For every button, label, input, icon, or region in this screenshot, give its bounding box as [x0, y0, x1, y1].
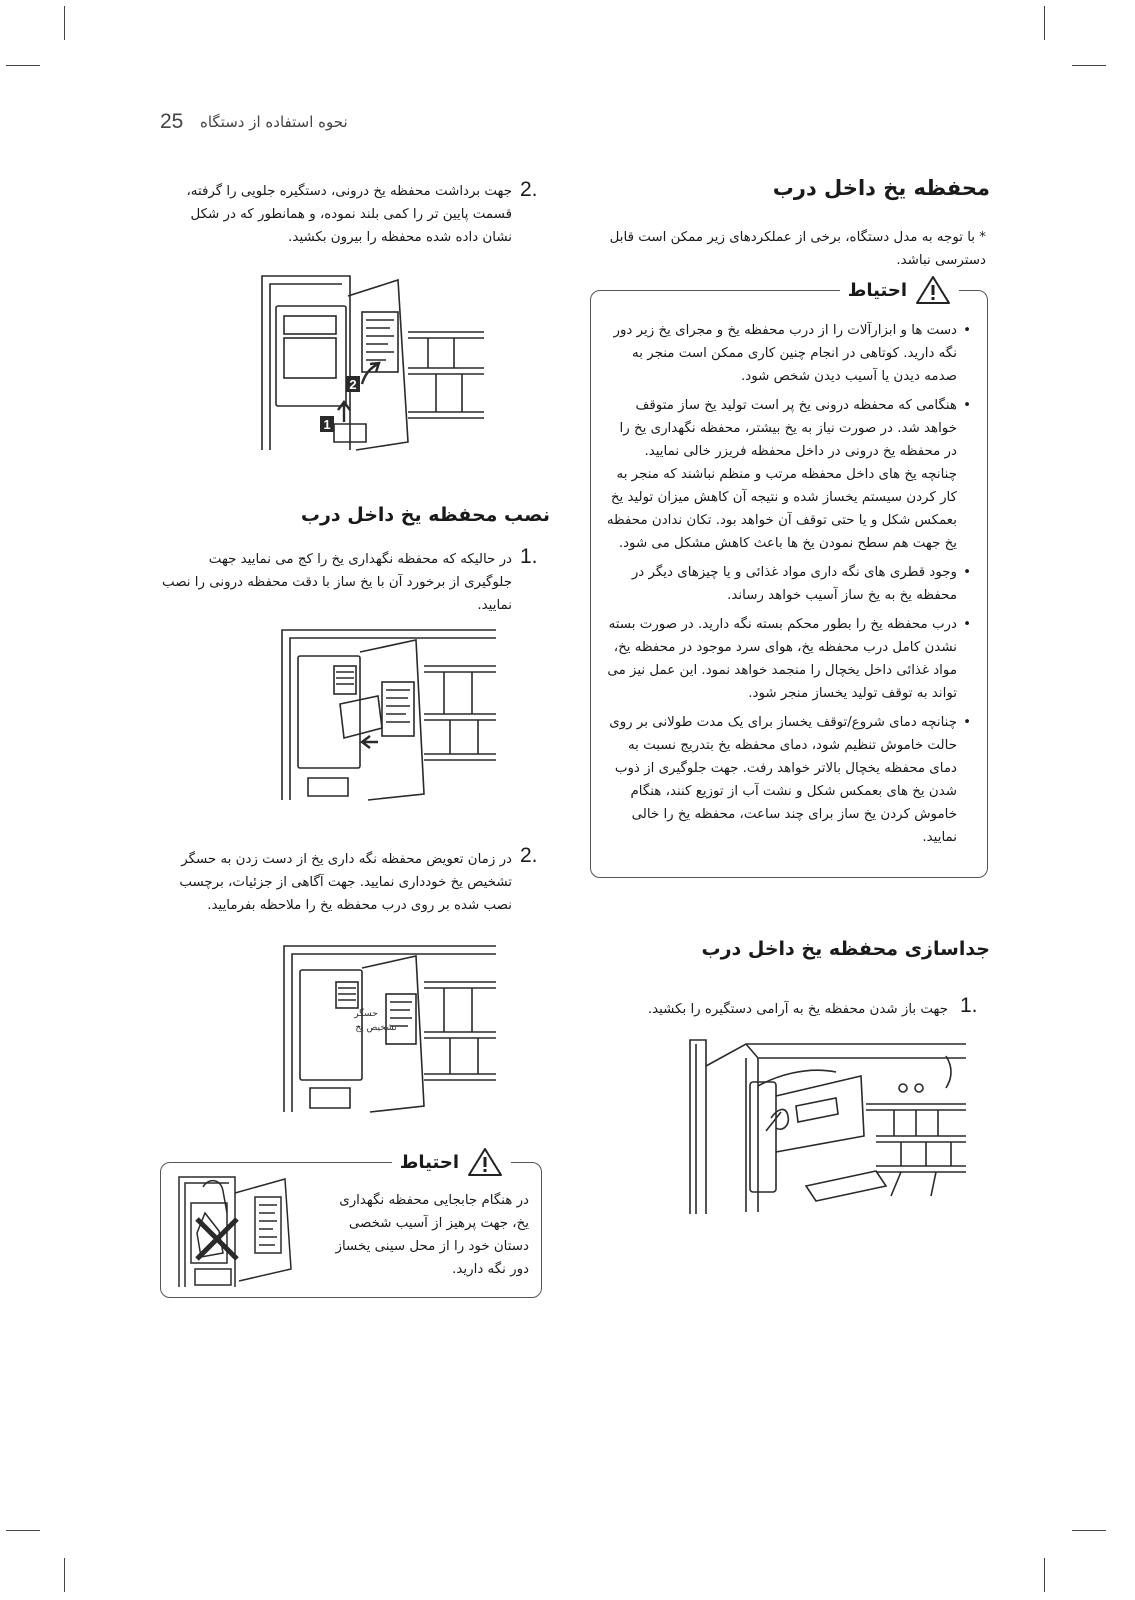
page-header	[160, 110, 560, 140]
illustration-install-bin	[278, 626, 498, 802]
page-header-title: نحوه استفاده از دستگاه	[200, 113, 348, 131]
caution-item: • دست ها و ابزارآلات را از درب محفظه یخ و مجرای یخ زیر دور نگه دارید. کوتاهی در انجام چنین کاری ممکن است منجر به صدمه دیدن یا آسیب دیدن شخص شود.	[605, 319, 971, 388]
crop-mark	[6, 65, 40, 66]
caution-item: • وجود قطری های نگه داری مواد غذائی و یا چیزهای دیگر در محفظه یخ به یخ ساز آسیب خواهد رساند.	[605, 561, 971, 607]
arrow-up-icon	[338, 402, 350, 422]
crop-mark	[6, 1530, 40, 1531]
removal-step2-text: جهت برداشت محفظه یخ درونی، دستگیره جلویی را گرفته، قسمت پایین تر را کمی بلند نموده، و همانطور که در شکل نشان داده شده محفظه را بیرون بکشید.	[186, 184, 512, 245]
crop-mark	[64, 1558, 65, 1592]
callout-2: 2	[349, 377, 357, 392]
sensor-label-line2: تشخیص یخ	[355, 1023, 397, 1033]
caution-label: احتیاط	[399, 1151, 459, 1173]
illustration-open-door	[686, 1036, 976, 1216]
caution-item: • چنانچه دمای شروع/توقف یخساز برای یک مدت طولانی بر روی حالت خاموش تنظیم شود، دمای محفظه یخ بتدریج نسبت به دمای محفظه یخچال بالاتر خواهد رفت. جهت جلوگیری از ذوب شدن یخ های بعمکس شکل و نشت آب از توزیع کنند، هنگام خاموش کردن یخ ساز برای چند ساعت، محفظه یخ را خالی نمایید.	[605, 711, 971, 849]
model-note: * با توجه به مدل دستگاه، برخی از عملکردهای زیر ممکن است قابل دسترسی نباشد.	[609, 230, 986, 268]
crop-mark	[1072, 1530, 1106, 1531]
caution-header	[392, 1145, 511, 1179]
caution-box-right	[590, 279, 988, 878]
step-number: 1.	[960, 994, 978, 1017]
arrow-left-icon	[362, 736, 378, 748]
section-title-ice-bin: محفظه یخ داخل درب	[772, 176, 990, 200]
page-number: 25	[160, 110, 184, 133]
caution-item: • هنگامی که محفظه درونی یخ پر است تولید یخ ساز متوقف خواهد شد. در صورت نیاز به یخ بیشتر، محفظه نگهداری یخ را در محفظه یخ درونی در داخل محفظه فریزر خالی نمایید. چنانچه یخ های داخل محفظه مرتب و منظم نباشند که منجر به کار کردن سیستم یخساز شده و نتیجه آن کاهش میزان تولید یخ بعمکس شکل و یا حتی توقف آن خواهد بود. تکان ندادن محفظه یخ جهت هم سطح نمودن یخ ها باعث کاهش مشکل می شود.	[605, 394, 971, 555]
caution-box-left	[160, 1151, 542, 1298]
caution-item: • درب محفظه یخ را بطور محکم بسته نگه دارید. در صورت بسته نشدن کامل درب محفظه یخ، هوای سرد موجود در محفظه یخ، مواد غذائی داخل یخچال را منجمد خواهد نمود. این عمل نیز می تواند به توقف تولید یخساز منجر شود.	[605, 613, 971, 705]
crop-mark	[64, 6, 65, 40]
section-title-install: نصب محفظه یخ داخل درب	[300, 504, 550, 526]
caution-header	[840, 273, 959, 307]
callout-1: 1	[323, 417, 331, 432]
install-step1-text: در حالیکه که محفظه نگهداری یخ را کج می نمایید جهت جلوگیری از برخورد آن با یخ ساز با دقت محفظه درونی را نصب نمایید.	[162, 552, 512, 613]
crop-mark	[1072, 65, 1106, 66]
caution-label: احتیاط	[847, 279, 907, 301]
separation-step1-text: جهت باز شدن محفظه یخ به آرامی دستگیره را بکشید.	[647, 1002, 948, 1017]
crop-mark	[1044, 1558, 1045, 1592]
sensor-label-line1: حسگر	[354, 1009, 378, 1019]
install-step2-text: در زمان تعویض محفظه نگه داری یخ از دست زدن به حسگر تشخیص یخ خودداری نمایید. جهت آگاهی از جزئیات، برچسب نصب شده بر روی درب محفظه یخ را ملاحظه بفرمایید.	[179, 852, 512, 913]
warning-icon	[467, 1147, 503, 1177]
arrow-curve-icon	[362, 363, 379, 384]
illustration-sensor	[280, 942, 498, 1114]
crop-mark	[1044, 6, 1045, 40]
section-title-separation: جداسازی محفظه یخ داخل درب	[701, 938, 990, 960]
warning-icon	[915, 275, 951, 305]
illustration-caution-hand	[175, 1173, 305, 1289]
caution-list	[605, 319, 971, 855]
step-number: 2.	[520, 844, 538, 867]
step-number: 1.	[520, 545, 538, 568]
illustration-remove-bin	[258, 272, 488, 452]
step-number: 2.	[520, 178, 538, 201]
prohibited-x-icon	[197, 1219, 237, 1259]
caution-text: در هنگام جابجایی محفظه نگهداری یخ، جهت پرهیز از آسیب شخصی دستان خود را از محل سینی یخساز دور نگه دارید.	[335, 1193, 529, 1277]
